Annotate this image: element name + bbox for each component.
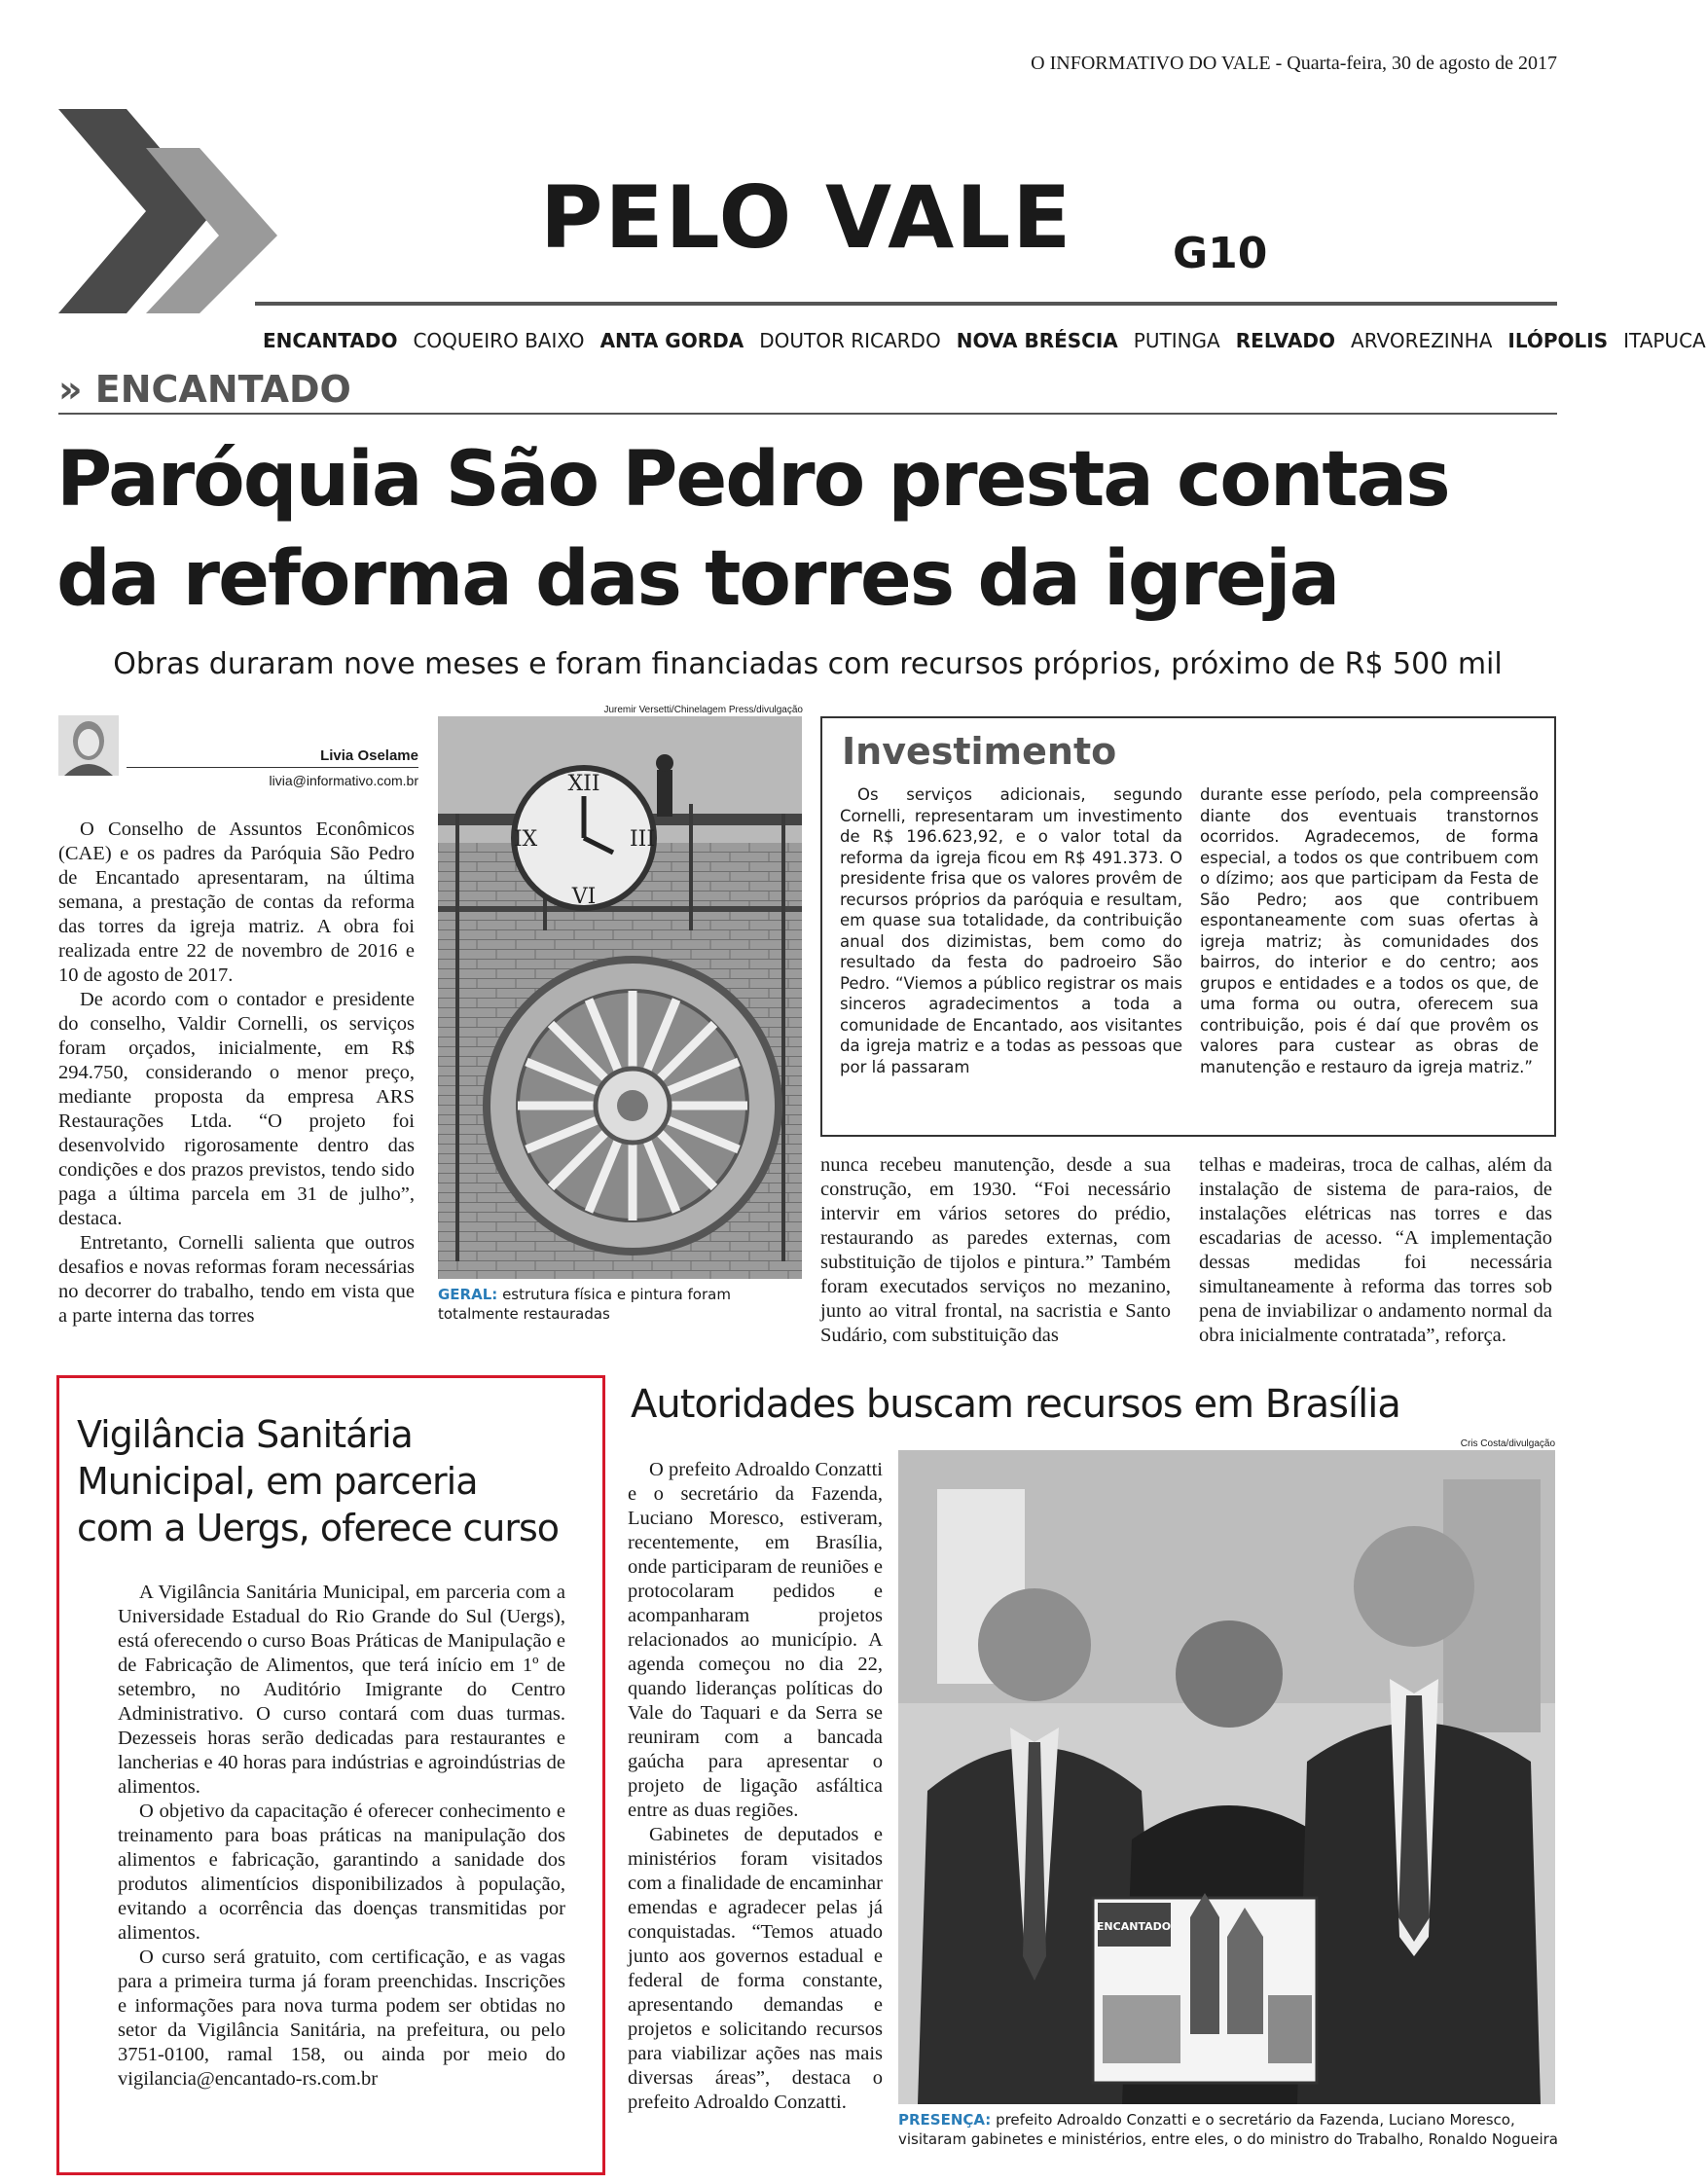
city-2: ANTA GORDA (599, 329, 744, 352)
brasilia-body (628, 1458, 883, 2115)
city-1: COQUEIRO BAIXO (413, 329, 585, 352)
city-3: DOUTOR RICARDO (759, 329, 941, 352)
deck: Obras duraram nove meses e foram financiadas com recursos próprios, próximo de R$ 500 mil (113, 647, 1503, 681)
story-paragraph-1: De acordo com o contador e presidente do conselho, Valdir Cornelli, os serviços foram orçados, inicialmente, em R$ 294.750, considerando o menor preço, mediante proposta da empresa ARS Restaurações Ltda. “O projeto foi desenvolvido rigorosamente dentro das condições e dos prazos previstos, tendo sido paga a última parcela em 31 de julho”, destaca. (58, 989, 415, 1229)
sidebar-box (56, 1375, 605, 2175)
authorities-photo-caption (898, 2110, 1560, 2149)
sidebar-body (118, 1581, 565, 2092)
svg-text:XII: XII (567, 772, 600, 796)
story-column-3: telhas e madeiras, troca de calhas, além da instalação de sistema de para-raios, de instalações elétricas nas torres e das escadarias de acesso. “A implementação dessas medidas foi necessária simultaneamente à reforma das torres sob pena de inviabilizar o andamento normal da obra inicialmente contratada”, reforça. (1199, 1154, 1552, 1346)
headline-line-1: Paróquia São Pedro presta contas (56, 436, 1449, 524)
author-email[interactable]: livia@informativo.com.br (269, 773, 418, 788)
section-rule (58, 413, 1557, 415)
city-7: ARVOREZINHA (1351, 329, 1493, 352)
city-9: ITAPUCA (1623, 329, 1706, 352)
authorities-photo (898, 1450, 1555, 2104)
author-rule (127, 767, 418, 768)
author-name: Livia Oselame (320, 747, 418, 764)
sidebar-title-1: Vigilância Sanitária (77, 1413, 413, 1456)
photo-credit-church: Juremir Versetti/Chinelagem Press/divulgação (603, 705, 803, 715)
svg-text:IX: IX (513, 827, 538, 852)
city-0: ENCANTADO (263, 329, 398, 352)
page-number: G10 (1173, 229, 1268, 278)
section-label: » ENCANTADO (58, 368, 351, 411)
story-column-2: nunca recebeu manutenção, desde a sua construção, em 1930. “Foi necessário intervir em vários setores do prédio, restaurando as paredes externas, com substituição de tijolos e pintura.” Também foram executados serviços no mezanino, junto ao vitral frontal, na sacristia e Santo Sudário, com substituição das (820, 1154, 1171, 1346)
investment-box-title: Investimento (842, 730, 1117, 773)
investment-box-column-1: Os serviços adicionais, segundo Cornelli, representaram um investimento de R$ 196.623,92, e o valor total da reforma da igreja ficou em R$ 491.373. O presidente frisa que os valores provêm de recursos próprios da paróquia e resultam, em quase sua totalidade, da contribuição anual dos dizimistas, bem como do resultado da festa do padroeiro São Pedro. “Viemos a público registrar os mais sinceros agradecimentos a toda a comunidade de Encantado, aos visitantes da igreja matriz e a todas as pessoas que por lá passaram (840, 785, 1182, 1076)
city-6: RELVADO (1235, 329, 1336, 352)
header-rule (255, 302, 1557, 306)
page-title: PELO VALE (540, 167, 1073, 268)
svg-text:III: III (629, 827, 656, 852)
investment-box-column-2: durante esse período, pela compreensão diante dos eventuais transtornos ocorridos. Agradecemos, de forma especial, a todos os que contribuem com o dízimo; aos que participam da Festa de São Pedro; aos que contribuem espontaneamente com suas ofertas à igreja matriz; às comunidades dos bairros, do interior e do centro; aos grupos e entidades e a todos os que, de uma forma ou outra, oferecem sua contribuição, pois é daí que provêm os valores para custear as obras de manutenção e restauro da igreja matriz.” (1200, 785, 1539, 1076)
author-avatar (58, 715, 119, 776)
sidebar-paragraph-0: A Vigilância Sanitária Municipal, em parceria com a Universidade Estadual do Rio Grande do Sul (Uergs), está oferecendo o curso Boas Práticas de Manipulação e de Fabricação de Alimentos, que terá início em 1º de setembro, no Auditório Imigrante do Centro Administrativo. O curso contará com duas turmas. Dezesseis horas serão dedicadas para restaurantes e lancherias e 40 horas para indústrias e agroindústrias de alimentos. (118, 1582, 565, 1798)
caption-text: estrutura física e pintura foram totalmente restauradas (438, 1286, 731, 1323)
masthead-dateline: O INFORMATIVO DO VALE - Quarta-feira, 30 de agosto de 2017 (1031, 53, 1557, 74)
brasilia-paragraph-0: O prefeito Adroaldo Conzatti e o secretário da Fazenda, Luciano Moresco, estiveram, recentemente, em Brasília, onde participaram de reuniões e protocolaram pedidos e acompanharam projetos relacionados ao município. A agenda começou no dia 22, quando lideranças políticas do Vale do Taquari e da Serra se reuniram com a bancada gaúcha para apresentar o projeto de ligação asfáltica entre as duas regiões. (628, 1459, 883, 1821)
sidebar-title-2: Municipal, em parceria (77, 1460, 478, 1503)
photo-credit-brasilia: Cris Costa/divulgação (1460, 1438, 1555, 1449)
book-label: ENCANTADO (1096, 1920, 1172, 1933)
sidebar-title-3: com a Uergs, oferece curso (77, 1507, 559, 1549)
church-tower-photo (438, 716, 802, 1279)
caption-text-2: prefeito Adroaldo Conzatti e o secretário da Fazenda, Luciano Moresco, visitaram gabinetes e ministérios, entre eles, o do ministro do Trabalho, Ronaldo Nogueira (898, 2111, 1559, 2148)
caption-label: GERAL: (438, 1286, 498, 1303)
sidebar-paragraph-2: O curso será gratuito, com certificação, e as vagas para a primeira turma já foram preenchidas. Inscrições e informações para nova turma podem ser obtidas no setor da Vigilância Sanitária, na prefeitura, ou pelo 3751-0100, ramal 158, ou ainda por meio do vigilancia@encantado-rs.com.br (118, 1947, 565, 2090)
svg-text:VI: VI (571, 885, 597, 909)
brasilia-headline: Autoridades buscam recursos em Brasília (631, 1382, 1400, 1427)
caption-label-2: PRESENÇA: (898, 2111, 992, 2129)
headline-line-2: da reforma das torres da igreja (56, 535, 1339, 623)
city-4: NOVA BRÉSCIA (956, 329, 1118, 352)
church-photo-caption (438, 1285, 808, 1324)
brasilia-paragraph-1: Gabinetes de deputados e ministérios foram visitados com a finalidade de encaminhar emendas e agradecer pelas já conquistadas. “Temos atuado junto aos governos estadual e federal de forma constante, apresentando demandas e projetos e solicitando recursos para viabilizar ações nas mais diversas áreas”, destaca o prefeito Adroaldo Conzatti. (628, 1824, 883, 2113)
city-8: ILÓPOLIS (1507, 329, 1609, 352)
story-column-1 (58, 818, 415, 1329)
story-paragraph-2: Entretanto, Cornelli salienta que outros desafios e novas reformas foram necessárias no decorrer do trabalho, tendo em vista que a parte interna das torres (58, 1232, 415, 1327)
story-paragraph-0: O Conselho de Assuntos Econômicos (CAE) e os padres da Paróquia São Pedro de Encantado apresentaram, na última semana, a prestação de contas da reforma das torres da igreja matriz. A obra foi realizada entre 22 de novembro de 2016 e 10 de agosto de 2017. (58, 819, 415, 986)
city-list (263, 329, 1706, 352)
city-5: PUTINGA (1133, 329, 1220, 352)
investment-box (820, 716, 1556, 1137)
sidebar-paragraph-1: O objetivo da capacitação é oferecer conhecimento e treinamento para boas práticas na manipulação dos alimentos e fabricação, garantindo a sanidade dos produtos alimentícios disponibilizados à população, evitando a ocorrência das doenças transmitidas por alimentos. (118, 1801, 565, 1944)
chevron-logo-icon (58, 109, 282, 313)
